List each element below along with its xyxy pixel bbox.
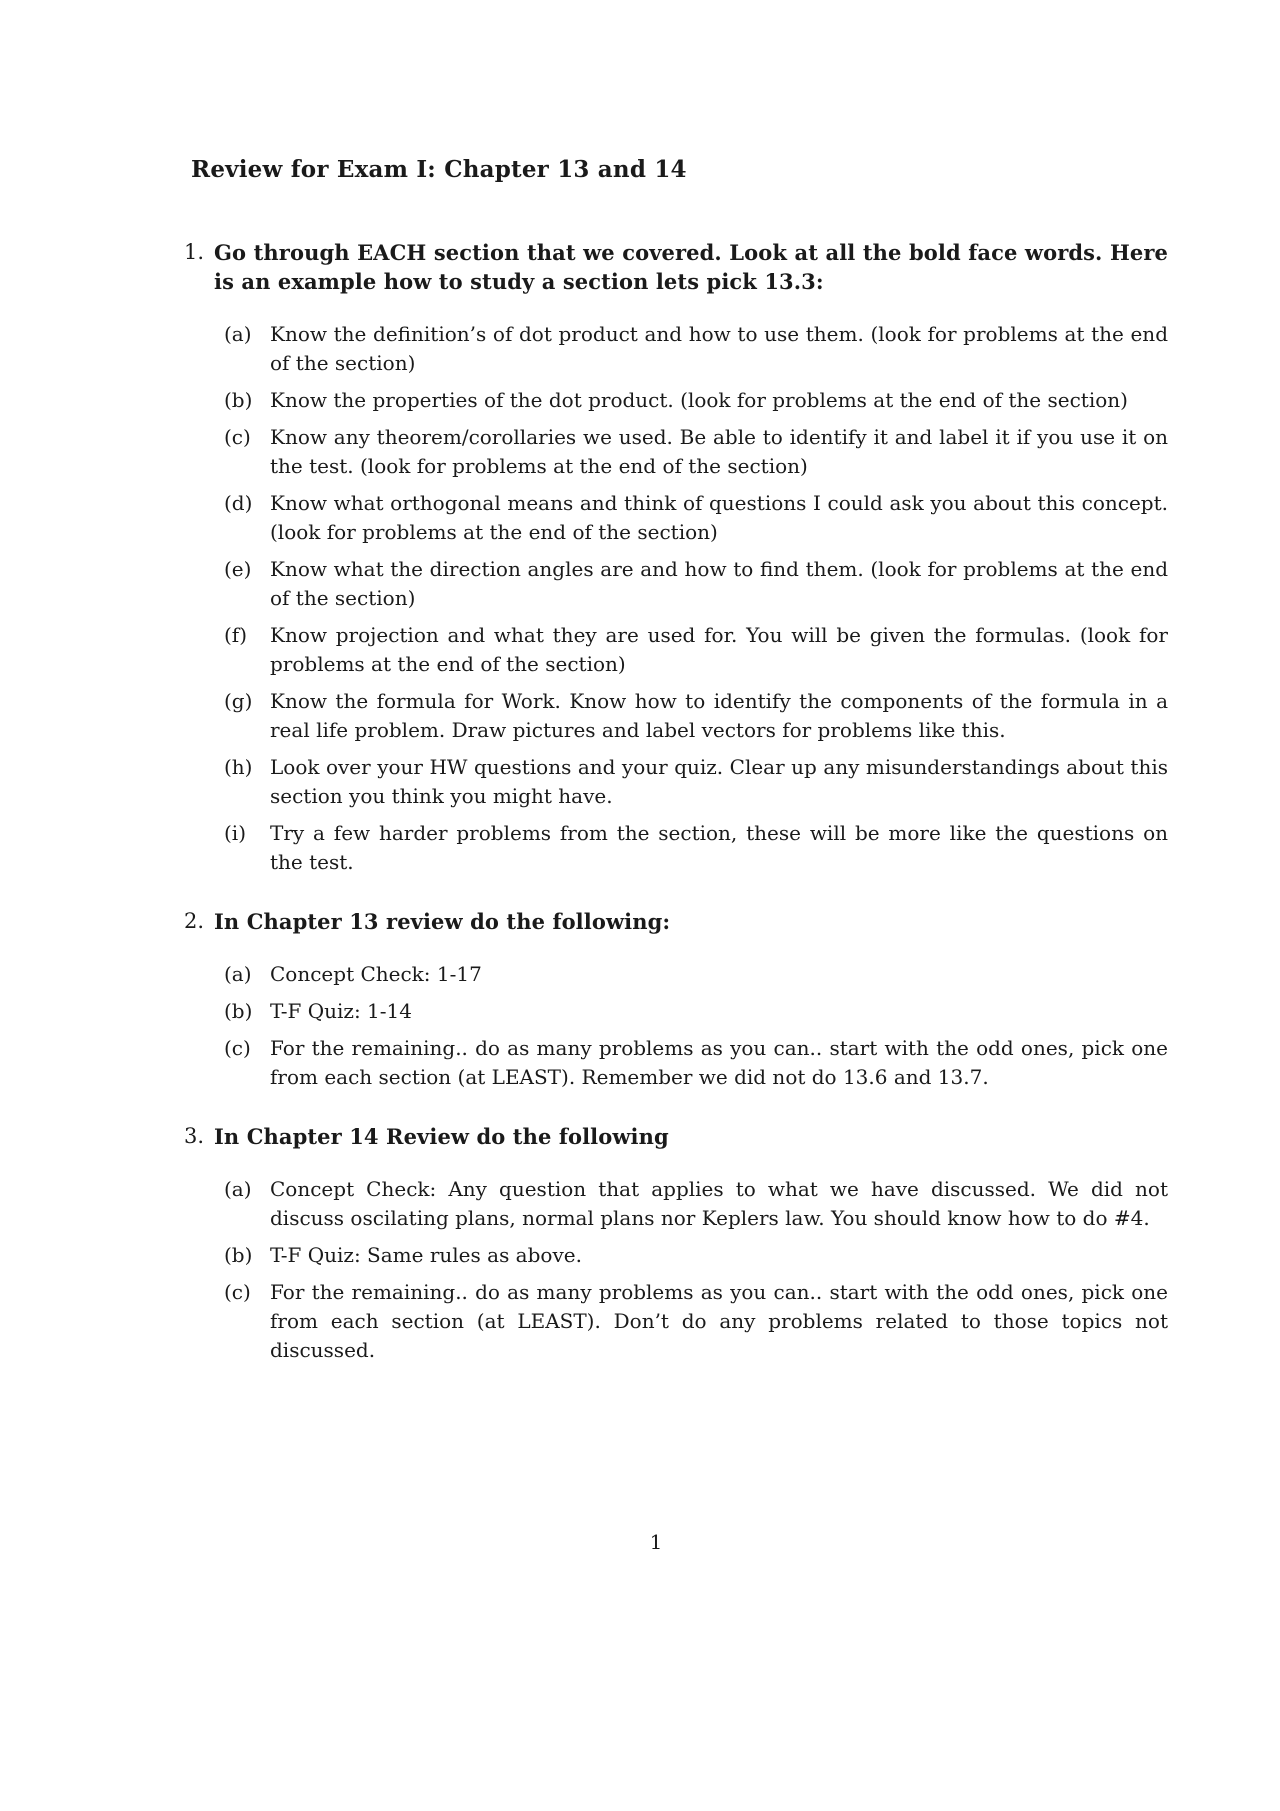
sub-item-label: (i) (224, 821, 247, 845)
item-heading: In Chapter 14 Review do the following (214, 1124, 669, 1149)
sub-item (224, 753, 1168, 811)
sub-item-label: (a) (224, 962, 252, 986)
sub-item-text: Try a few harder problems from the section, these will be more like the questions on the test. (270, 821, 1168, 874)
sub-item (224, 489, 1168, 547)
item-number: 3. (184, 1124, 205, 1148)
sub-item (224, 687, 1168, 745)
sub-item-text: Know the formula for Work. Know how to identify the components of the formula in a real life problem. Draw pictures and label vectors for problems like this. (270, 689, 1168, 742)
sub-item-text: Know projection and what they are used for. You will be given the formulas. (look for problems at the end of the section) (270, 623, 1168, 676)
sub-item (224, 1034, 1168, 1092)
sub-item (224, 555, 1168, 613)
sub-item-text: Know the properties of the dot product. (look for problems at the end of the section) (270, 388, 1128, 412)
item-heading: Go through EACH section that we covered. Look at all the bold face words. Here is an example how to study a section lets pick 13.3: (214, 240, 1168, 294)
review-list (184, 238, 1168, 1395)
sub-item-text: Know what the direction angles are and how to find them. (look for problems at the end of the section) (270, 557, 1168, 610)
sub-item-label: (b) (224, 999, 253, 1023)
sub-item-text: For the remaining.. do as many problems as you can.. start with the odd ones, pick one from each section (at LEAST). Don’t do any problems related to those topics not discussed. (270, 1280, 1168, 1362)
sub-list (224, 1175, 1168, 1365)
sub-item (224, 621, 1168, 679)
sub-item-label: (h) (224, 755, 253, 779)
sub-item (224, 1175, 1168, 1233)
sub-item-label: (b) (224, 1243, 253, 1267)
sub-item (224, 1241, 1168, 1270)
sub-item-text: Concept Check: Any question that applies to what we have discussed. We did not discuss oscilating plans, normal plans nor Keplers law. You should know how to do #4. (270, 1177, 1168, 1230)
sub-item-text: Look over your HW questions and your quiz. Clear up any misunderstandings about this section you think you might have. (270, 755, 1168, 808)
sub-item-text: T-F Quiz: 1-14 (270, 999, 412, 1023)
sub-item (224, 320, 1168, 378)
item-number: 1. (184, 240, 205, 264)
sub-item-label: (g) (224, 689, 253, 713)
sub-item (224, 386, 1168, 415)
sub-item-label: (f) (224, 623, 248, 647)
sub-list (224, 960, 1168, 1092)
list-item (184, 238, 1168, 885)
sub-item-label: (c) (224, 1280, 251, 1304)
page-title: Review for Exam I: Chapter 13 and 14 (191, 156, 687, 183)
sub-item-label: (e) (224, 557, 252, 581)
sub-item (224, 819, 1168, 877)
sub-item-label: (a) (224, 1177, 252, 1201)
sub-item-text: Know what orthogonal means and think of questions I could ask you about this concept. (look for problems at the end of the section) (270, 491, 1168, 544)
sub-item-label: (c) (224, 425, 251, 449)
sub-item-text: T-F Quiz: Same rules as above. (270, 1243, 582, 1267)
item-number: 2. (184, 909, 205, 933)
list-item (184, 1122, 1168, 1373)
sub-item (224, 960, 1168, 989)
sub-item-text: Know any theorem/corollaries we used. Be able to identify it and label it if you use it on the test. (look for problems at the end of the section) (270, 425, 1168, 478)
sub-item (224, 1278, 1168, 1365)
sub-item-text: Concept Check: 1-17 (270, 962, 482, 986)
sub-item-label: (b) (224, 388, 253, 412)
item-heading: In Chapter 13 review do the following: (214, 909, 671, 934)
sub-item-label: (d) (224, 491, 253, 515)
sub-item (224, 423, 1168, 481)
sub-item-label: (a) (224, 322, 252, 346)
sub-item (224, 997, 1168, 1026)
sub-item-label: (c) (224, 1036, 251, 1060)
sub-item-text: Know the definition’s of dot product and how to use them. (look for problems at the end of the section) (270, 322, 1168, 375)
list-item (184, 907, 1168, 1100)
sub-item-text: For the remaining.. do as many problems as you can.. start with the odd ones, pick one from each section (at LEAST). Remember we did not do 13.6 and 13.7. (270, 1036, 1168, 1089)
sub-list (224, 320, 1168, 877)
page-number: 1 (649, 1530, 663, 1554)
